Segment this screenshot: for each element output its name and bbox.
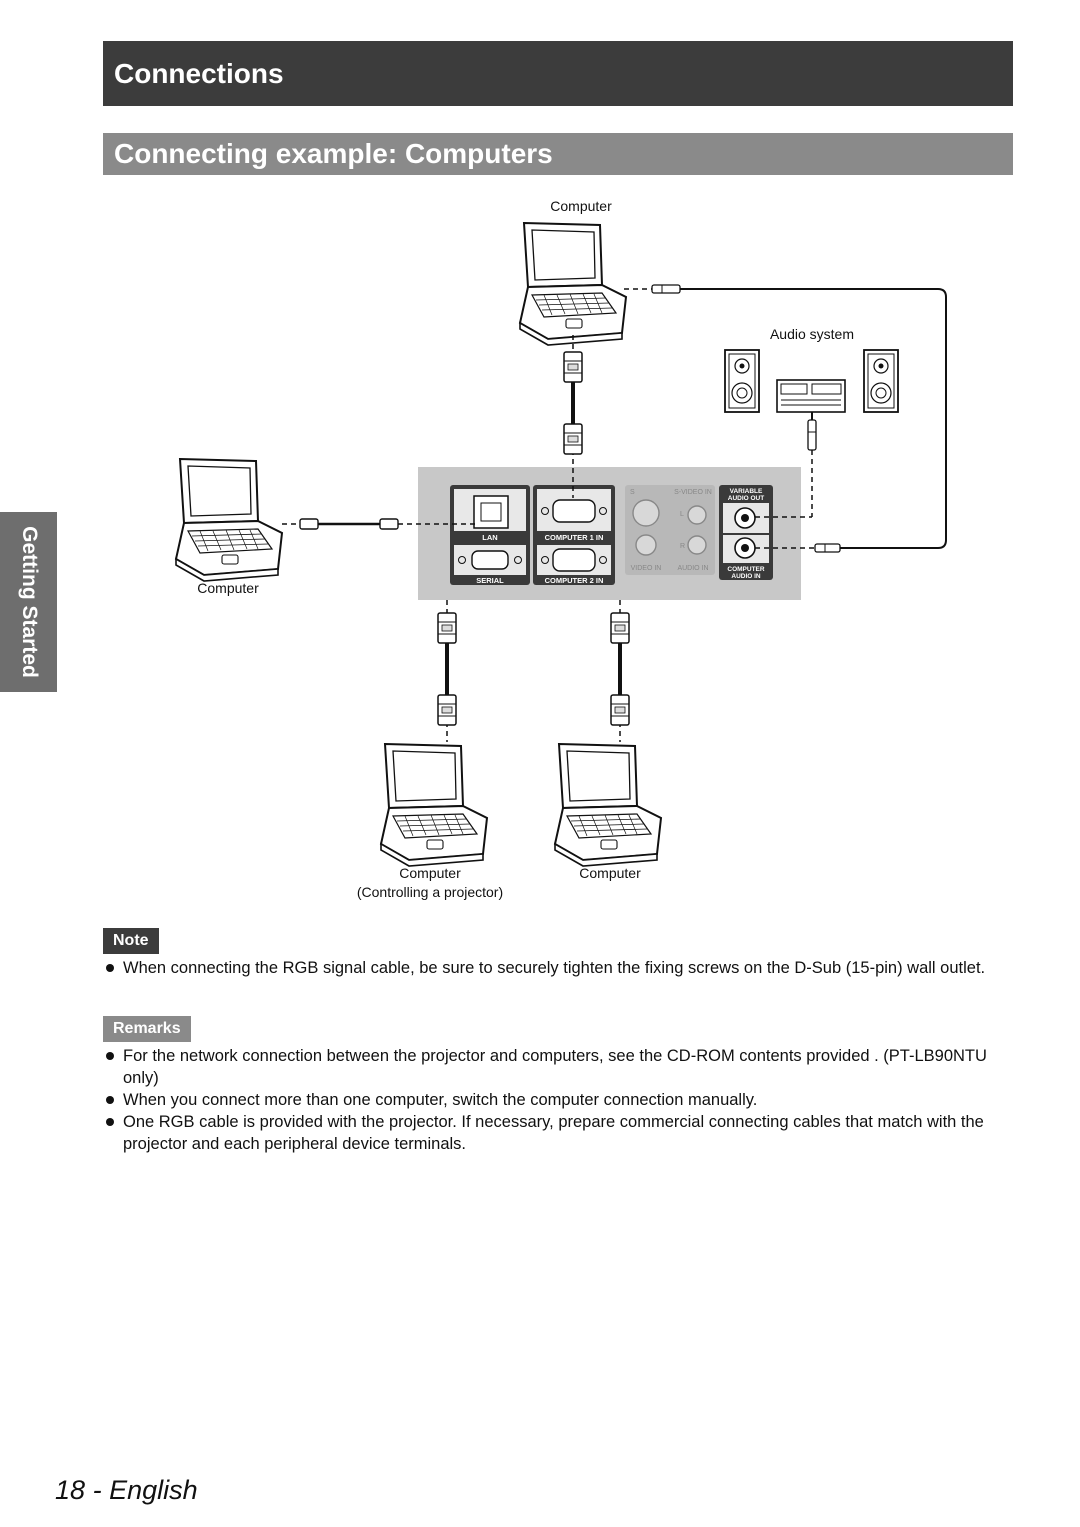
page-footer <box>55 1475 198 1506</box>
variable-label: VARIABLE <box>729 488 763 495</box>
computer-audio-label: COMPUTER <box>727 566 765 573</box>
list-item <box>103 1111 1013 1155</box>
audio-system-icon <box>725 350 898 412</box>
remark-text: For the network connection between the projector and computers, see the CD-ROM contents provided . (PT-LB90NTU only) <box>123 1047 987 1087</box>
projector-terminal-panel <box>418 467 801 600</box>
computer1-terminal-label: COMPUTER 1 IN <box>544 533 604 542</box>
section-title: Connections <box>103 41 1013 106</box>
computer2-terminal-label: COMPUTER 2 IN <box>544 576 604 585</box>
side-tab-label: Getting Started <box>17 526 41 678</box>
note-label: Note <box>103 928 159 954</box>
lan-terminal-label: LAN <box>482 533 498 542</box>
remarks-list <box>103 1045 1013 1155</box>
remarks-label: Remarks <box>103 1016 191 1042</box>
laptop-icon <box>520 223 626 345</box>
subsection-title: Connecting example: Computers <box>103 133 1013 175</box>
footer-separator: - <box>92 1475 102 1505</box>
list-item <box>103 1045 1013 1089</box>
serial-terminal-label: SERIAL <box>476 576 504 585</box>
computer-bottom-left-label: Computer <box>399 865 461 881</box>
bullet-icon <box>106 1118 114 1126</box>
computer-audio-in-label: AUDIO IN <box>731 573 761 580</box>
computer-bottom-left-sublabel: (Controlling a projector) <box>356 884 504 900</box>
bullet-icon <box>106 1052 114 1060</box>
list-item <box>103 957 1013 979</box>
note-list <box>103 957 1013 979</box>
remark-text: When you connect more than one computer, switch the computer connection manually. <box>123 1091 758 1109</box>
computer-top-label: Computer <box>550 198 612 214</box>
variable-out-label: AUDIO OUT <box>727 495 765 502</box>
page-number: 18 <box>55 1475 86 1505</box>
laptop-icon <box>176 459 282 581</box>
laptop-icon <box>381 744 487 866</box>
l-terminal-label: L <box>680 511 684 518</box>
bullet-icon <box>106 964 114 972</box>
bullet-icon <box>106 1096 114 1104</box>
footer-language: English <box>109 1475 198 1505</box>
r-terminal-label: R <box>680 543 686 550</box>
computer-bottom-right-label: Computer <box>579 865 641 881</box>
video-terminal-label: VIDEO IN <box>630 565 662 572</box>
svideo-terminal-label: S-VIDEO IN <box>674 489 712 496</box>
s-terminal-label: S <box>630 489 635 496</box>
list-item <box>103 1089 1013 1111</box>
note-text: When connecting the RGB signal cable, be sure to securely tighten the fixing screws on the D-Sub (15-pin) wall outlet. <box>123 959 986 977</box>
laptop-icon <box>555 744 661 866</box>
computer-left-label: Computer <box>197 580 259 596</box>
audio-terminal-label: AUDIO IN <box>677 565 709 572</box>
remark-text: One RGB cable is provided with the projector. If necessary, prepare commercial connecting cables that match with the projector and each peripheral device terminals. <box>123 1113 984 1153</box>
audio-system-label: Audio system <box>769 326 855 342</box>
